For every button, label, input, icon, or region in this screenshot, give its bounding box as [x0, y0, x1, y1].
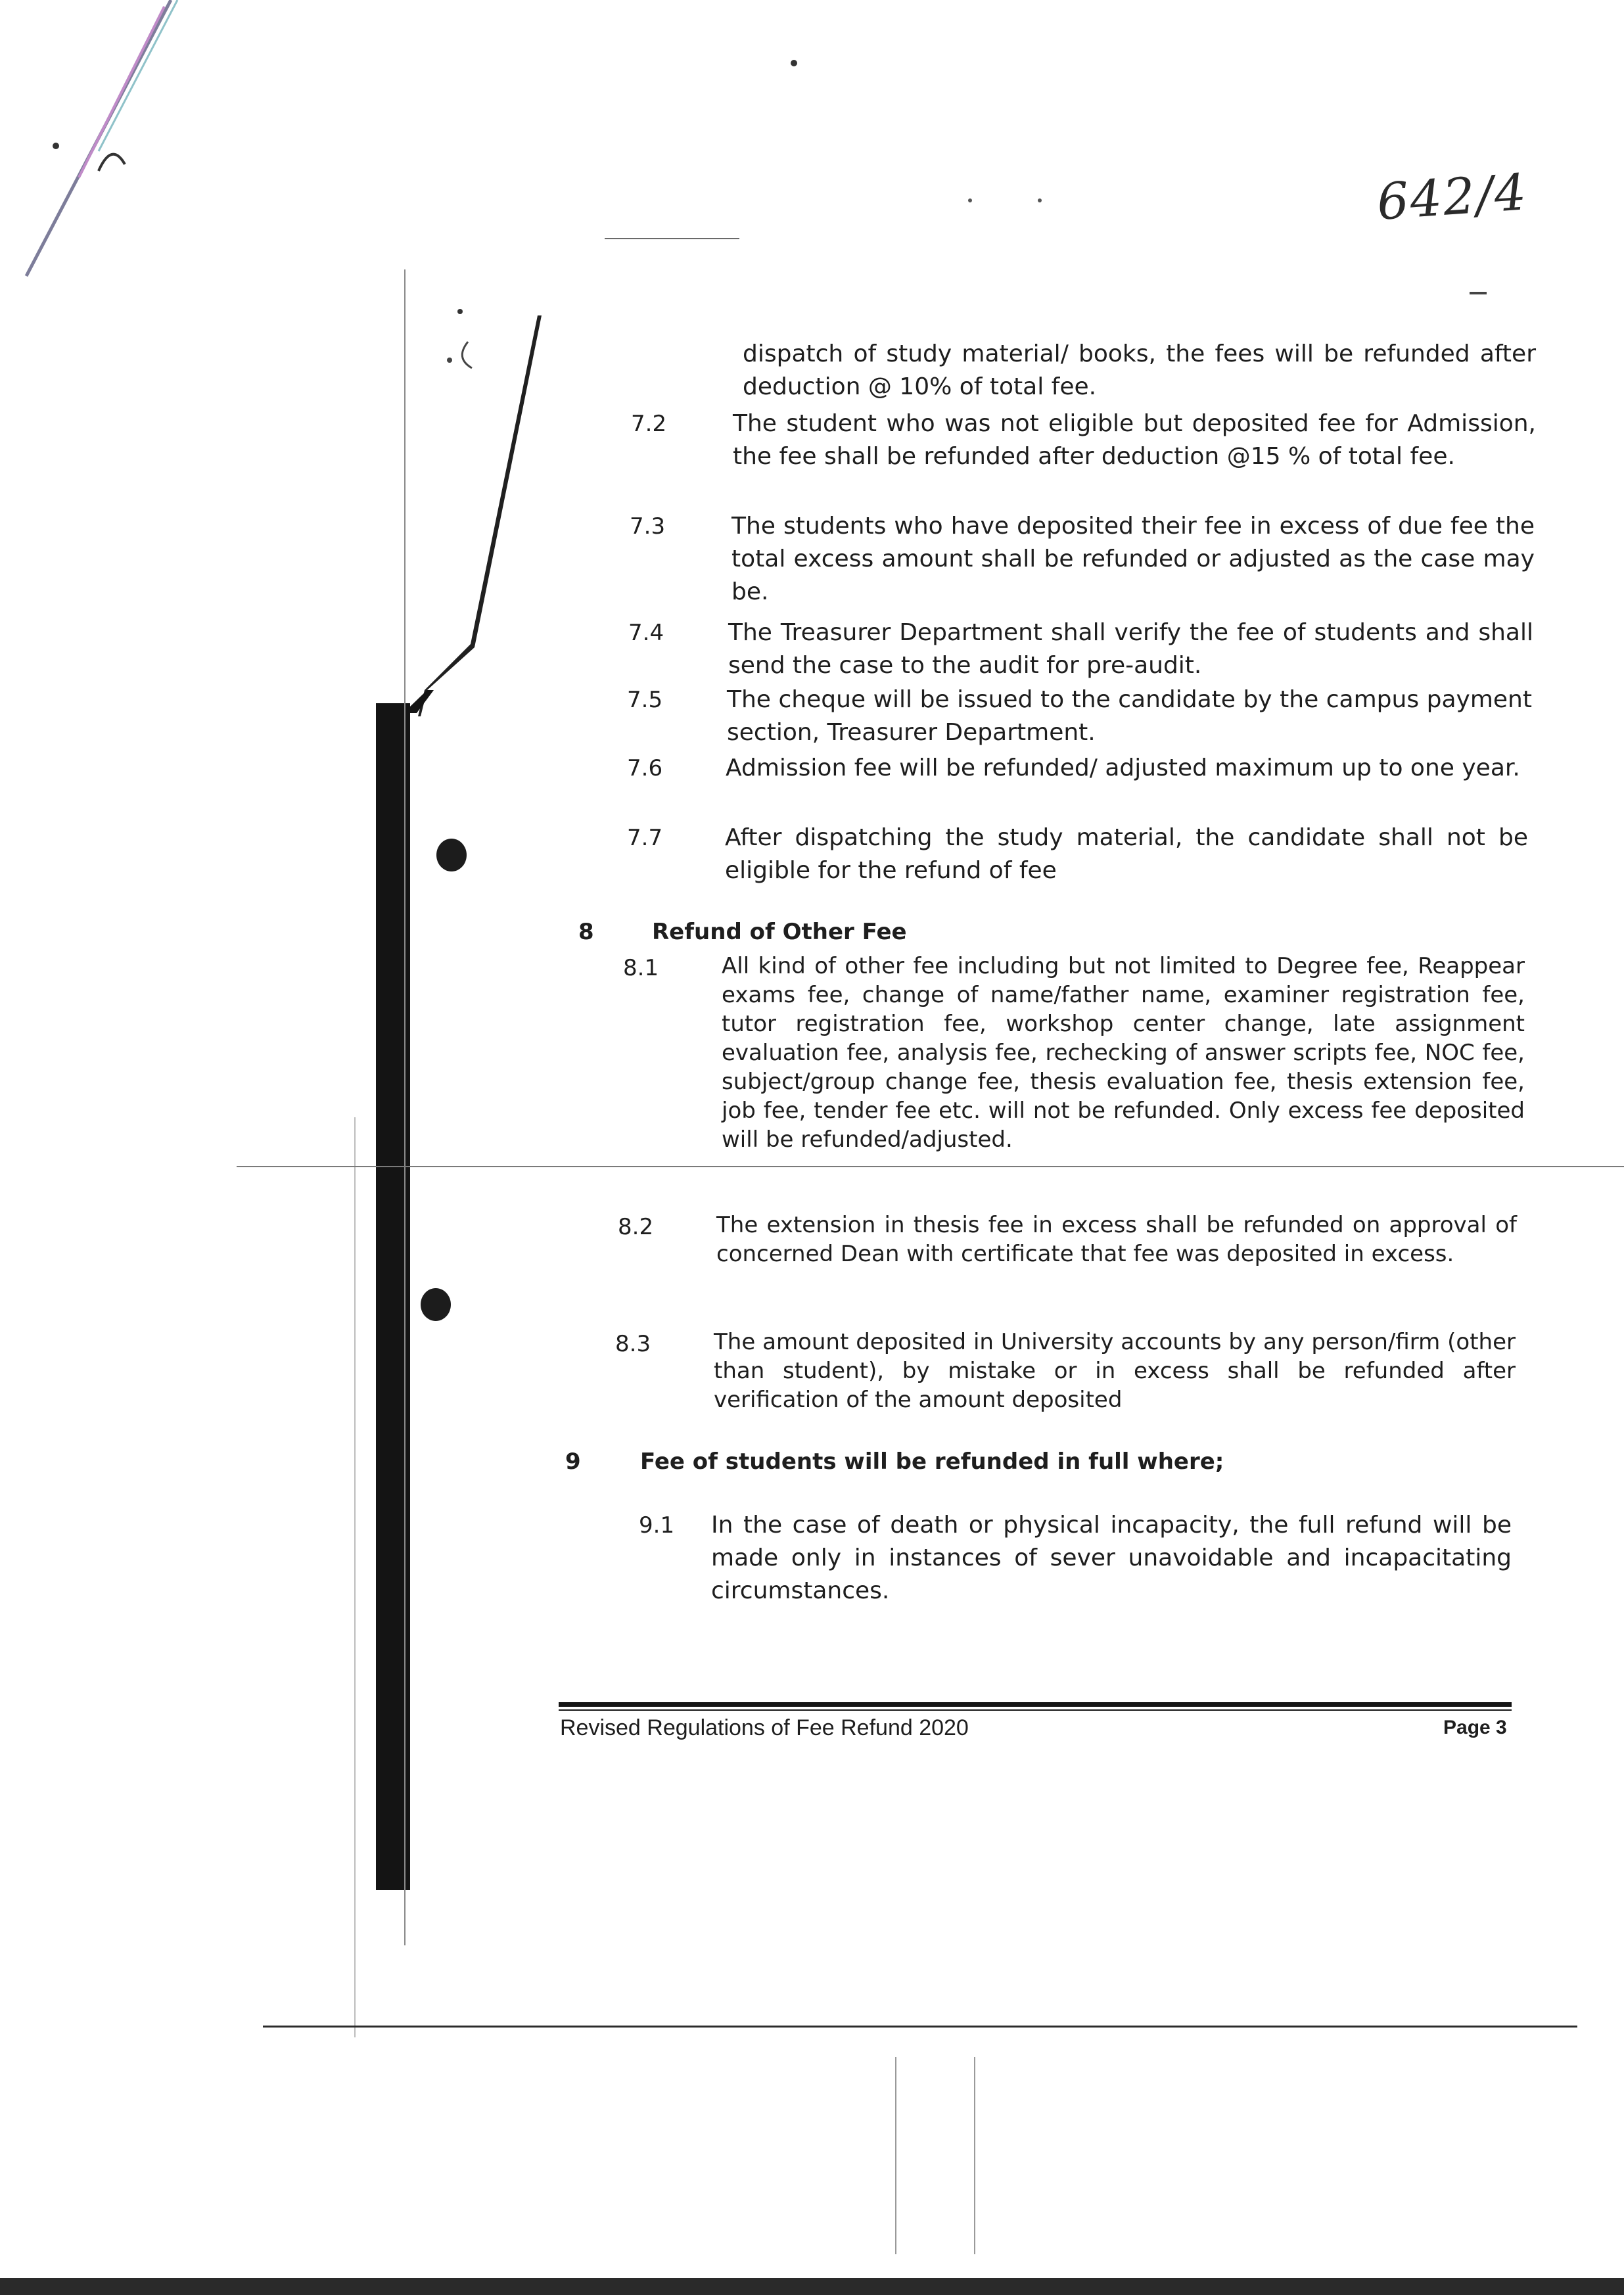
item-text: The extension in thesis fee in excess shall be refunded on approval of concerned Dean with certificate that fee was deposited in excess.	[716, 1212, 1517, 1267]
item-text: The amount deposited in University accounts by any person/firm (other than student), by mistake or in excess shall be refunded after verification of the amount deposited	[714, 1329, 1516, 1413]
item-text: After dispatching the study material, the candidate shall not be eligible for the refund of fee	[725, 824, 1528, 884]
item-text: The Treasurer Department shall verify the fee of students and shall send the case to the audit for pre-audit.	[728, 619, 1533, 679]
section-title: Refund of Other Fee	[652, 919, 907, 945]
item-number: 7.7	[627, 825, 663, 851]
handwritten-reference: 642/4	[1375, 162, 1529, 231]
speck	[1038, 198, 1042, 202]
item-number: 7.3	[630, 513, 666, 540]
scan-line	[895, 2057, 896, 2254]
item-text: Admission fee will be refunded/ adjusted maximum up to one year.	[726, 754, 1520, 781]
section-title: Fee of students will be refunded in full where;	[640, 1449, 1224, 1475]
item-number: 7.4	[628, 620, 664, 646]
footer-title: Revised Regulations of Fee Refund 2020	[560, 1715, 969, 1740]
scan-line	[605, 238, 739, 239]
footer-rule	[559, 1702, 1512, 1707]
section7-continuation: dispatch of study material/ books, the fees will be refunded after deduction @ 10% of total fee.	[743, 340, 1536, 400]
scan-streak	[79, 7, 164, 177]
item-number: 8.3	[615, 1331, 651, 1357]
speck	[968, 198, 972, 202]
item-text: In the case of death or physical incapacity, the full refund will be made only in instances of sever unavoidable and incapacitating circumstances.	[711, 1512, 1512, 1604]
scan-line	[974, 2057, 975, 2254]
item-number: 7.6	[627, 755, 663, 781]
item-text: The student who was not eligible but deposited fee for Admission, the fee shall be refunded after deduction @15 % of total fee.	[733, 410, 1536, 470]
scan-edge	[0, 2278, 1624, 2295]
speck	[53, 143, 59, 149]
scan-line	[237, 1166, 1624, 1167]
item-number: 8.2	[618, 1214, 654, 1240]
item-text: All kind of other fee including but not limited to Degree fee, Reappear exams fee, change of name/father name, examiner registration fee, tutor registration fee, workshop center change, late assignment evaluation fee, analysis fee, rechecking of answer scripts fee, NOC fee, subject/group change fee, thesis evaluation fee, thesis extension fee, job fee, tender fee etc. will not be refunded. Only excess fee deposited will be refunded/adjusted.	[722, 953, 1525, 1153]
item-number: 9.1	[639, 1512, 675, 1539]
punch-hole	[436, 839, 467, 871]
scan-mark	[99, 154, 125, 171]
scan-streak	[99, 0, 177, 151]
item-number: 8.1	[623, 955, 659, 981]
page-number: Page 3	[1443, 1717, 1507, 1738]
item-number: 7.2	[631, 411, 667, 437]
item-text: The cheque will be issued to the candidate by the campus payment section, Treasurer Department.	[727, 686, 1532, 746]
scan-line	[263, 2026, 1577, 2028]
speck	[447, 358, 452, 363]
speck	[457, 309, 463, 314]
spine-shadow	[418, 315, 542, 716]
footer-rule	[559, 1709, 1512, 1711]
section-number: 8	[578, 919, 594, 945]
item-number: 7.5	[627, 687, 663, 713]
item-text: The students who have deposited their fee in excess of due fee the total excess amount shall be refunded or adjusted as the case may be.	[731, 513, 1535, 605]
punch-hole	[421, 1288, 451, 1321]
section-number: 9	[565, 1449, 581, 1475]
scan-mark	[462, 342, 472, 368]
speck	[791, 60, 797, 66]
